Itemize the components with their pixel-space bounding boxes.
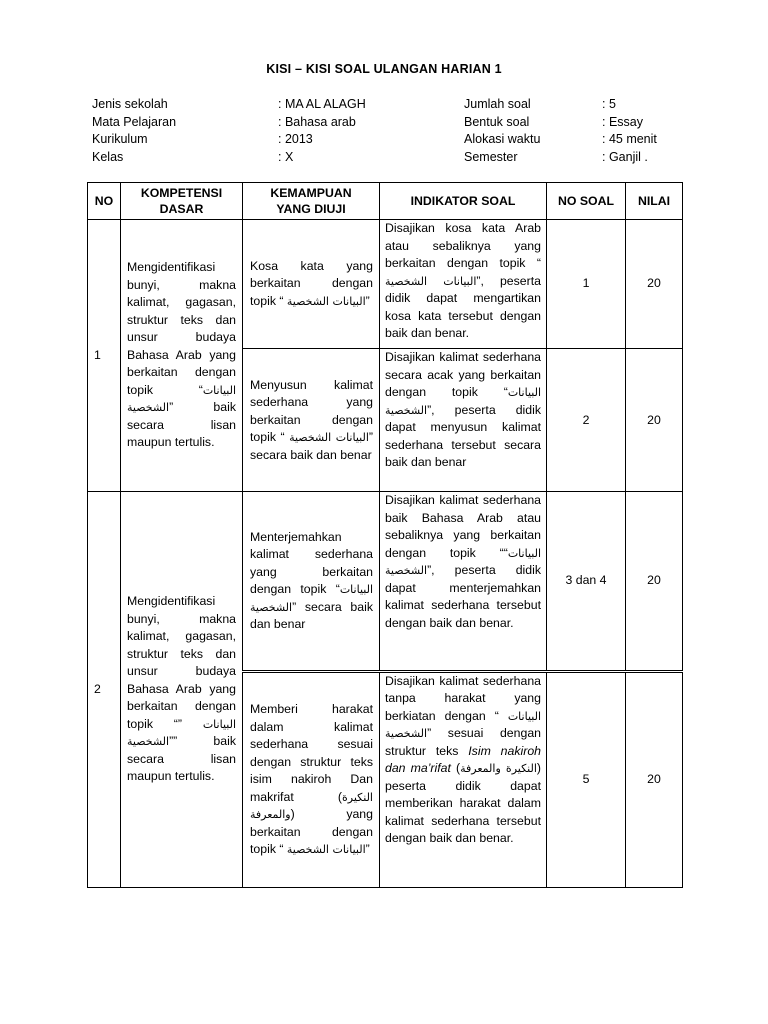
info-label: Alokasi waktu [464, 132, 541, 146]
arabic-topic: البيانات الشخصية [385, 274, 477, 288]
info-label: Jumlah soal [464, 97, 531, 111]
no-soal-cell: 3 dan 4 [547, 492, 626, 671]
table-row [88, 492, 683, 671]
ind-text: ) peserta didik dapat memberikan harakat dalam kalimat sederhana tersebut dengan baik dan benar. [385, 761, 541, 846]
kompetensi-dasar-cell [121, 492, 243, 888]
info-values-left [278, 96, 366, 166]
ind-text: Disajikan kalimat sederhana secara acak yang berkaitan dengan topik “ [385, 350, 541, 400]
arabic-topic: البيانات الشخصية [385, 386, 541, 417]
info-label: Bentuk soal [464, 114, 530, 129]
kemampuan-cell [243, 492, 380, 671]
header-kemampuan-line1: KEMAMPUAN [270, 186, 352, 201]
nilai-cell: 20 [626, 349, 683, 492]
kem-text: ” [365, 842, 370, 857]
ind-text: ”, peserta didik dapat menterjemahkan kalimat sederhana tersebut dengan baik dan benar. [385, 563, 541, 630]
info-label: Kurikulum [92, 132, 148, 146]
ind-text: ( [450, 761, 461, 776]
header-nilai: NILAI [626, 183, 683, 220]
row-number: 1 [88, 220, 121, 492]
arabic-topic: البيانات الشخصية [289, 431, 369, 445]
ind-text: ”, peserta didik dapat mengartikan kosa kata tersebut dengan baik dan benar. [385, 273, 541, 341]
info-value: : 2013 [278, 132, 313, 146]
ind-text: ”, peserta didik dapat menyusun kalimat sederhana tersebut secara baik dan benar [385, 402, 541, 470]
kd-text: ” baik secara lisan maupun tertulis. [127, 400, 236, 450]
kemampuan-cell [243, 349, 380, 492]
kd-text: ”” baik secara lisan maupun tertulis. [127, 734, 236, 784]
no-soal-cell: 1 [547, 220, 626, 349]
info-label: Semester [464, 149, 518, 164]
arabic-topic: البيانات الشخصية [286, 843, 366, 857]
header-no-soal: NO SOAL [547, 183, 626, 220]
header-kemampuan [243, 183, 380, 220]
indikator-cell [380, 220, 547, 349]
header-kemampuan-line2: YANG DIUJI [276, 202, 346, 217]
arabic-topic: البيانات الشخصية [127, 717, 236, 749]
ind-text: ” sesuai dengan struktur teks [385, 726, 541, 758]
indikator-cell [380, 349, 547, 492]
info-labels-left [92, 96, 176, 166]
info-label: Jenis sekolah [92, 97, 168, 111]
no-soal-cell: 2 [547, 349, 626, 492]
kem-text: Memberi harakat dalam kalimat sederhana sesuai dengan struktur teks isim nakiroh Dan makrifat ( [250, 702, 373, 804]
info-value: : 45 menit [602, 132, 657, 146]
arabic-topic: البيانات الشخصية [385, 546, 541, 578]
kem-text: ” secara baik dan benar [250, 430, 373, 462]
nilai-cell: 20 [626, 671, 683, 887]
kd-text: Mengidentifikasi bunyi, makna kalimat, gagasan, struktur teks dan unsur budaya Bahasa Arab yang berkaitan dengan topik “” [127, 594, 236, 731]
header-no: NO [88, 183, 121, 220]
kem-text: Kosa kata yang berkaitan dengan topik “ [250, 258, 373, 308]
kem-text: ) yang berkaitan dengan topik “ [250, 807, 373, 857]
arabic-topic: البيانات الشخصية [286, 294, 366, 308]
info-value: : Essay [602, 114, 643, 129]
header-kompetensi-line1: KOMPETENSI [140, 186, 223, 201]
table-row [88, 220, 683, 349]
arabic-term: النكيرة والمعرفة [460, 762, 537, 776]
header-indikator: INDIKATOR SOAL [380, 183, 547, 220]
indikator-cell [380, 671, 547, 887]
row-number: 2 [88, 492, 121, 888]
ind-text: Disajikan kosa kata Arab atau sebaliknya yang berkaitan dengan topik “ [385, 221, 541, 271]
arabic-topic: البيانات الشخصية [250, 583, 373, 614]
ind-italic-text: Isim nakiroh dan ma’rifat [385, 743, 541, 776]
nilai-cell: 20 [626, 492, 683, 671]
kemampuan-cell [243, 671, 380, 887]
kem-text: Menterjemahkan kalimat sederhana yang berkaitan dengan topik “ [250, 529, 373, 597]
arabic-term: النكيرة والمعرفة [250, 790, 373, 822]
kem-text: Menyusun kalimat sederhana yang berkaitan dengan topik “ [250, 377, 373, 445]
indikator-cell [380, 492, 547, 671]
no-soal-cell: 5 [547, 671, 626, 887]
info-value: : X [278, 149, 294, 164]
nilai-cell: 20 [626, 220, 683, 349]
table-header-row [88, 183, 683, 220]
kem-text: ” secara baik dan benar [250, 599, 373, 632]
ind-text: Disajikan kalimat sederhana tanpa harakat yang berkiatan dengan “ [385, 673, 541, 723]
info-values-right [602, 96, 657, 166]
kompetensi-dasar-cell [121, 220, 243, 492]
info-value: : Ganjil . [602, 149, 648, 164]
info-value: : Bahasa arab [278, 114, 356, 129]
info-label: Mata Pelajaran [92, 114, 177, 129]
info-labels-right [464, 96, 540, 166]
kisi-kisi-table [87, 182, 683, 888]
kd-text: Mengidentifikasi bunyi, makna kalimat, gagasan, struktur teks dan unsur budaya Bahasa Arab yang berkaitan dengan topik “ [127, 260, 236, 397]
header-kompetensi-dasar [121, 183, 243, 220]
header-kompetensi-line2: DASAR [159, 202, 204, 217]
arabic-topic: البيانات الشخصية [127, 383, 236, 415]
arabic-topic: البيانات الشخصية [385, 709, 541, 741]
info-value: : MA AL ALAGH [278, 97, 366, 111]
info-label: Kelas [92, 149, 124, 164]
document-title: KISI – KISI SOAL ULANGAN HARIAN 1 [266, 62, 502, 76]
info-value: : 5 [602, 97, 616, 111]
ind-text: Disajikan kalimat sederhana baik Bahasa Arab atau sebaliknya yang berkaitan dengan topik ““ [385, 493, 541, 560]
kemampuan-cell [243, 220, 380, 349]
kem-text: ” [365, 293, 370, 308]
